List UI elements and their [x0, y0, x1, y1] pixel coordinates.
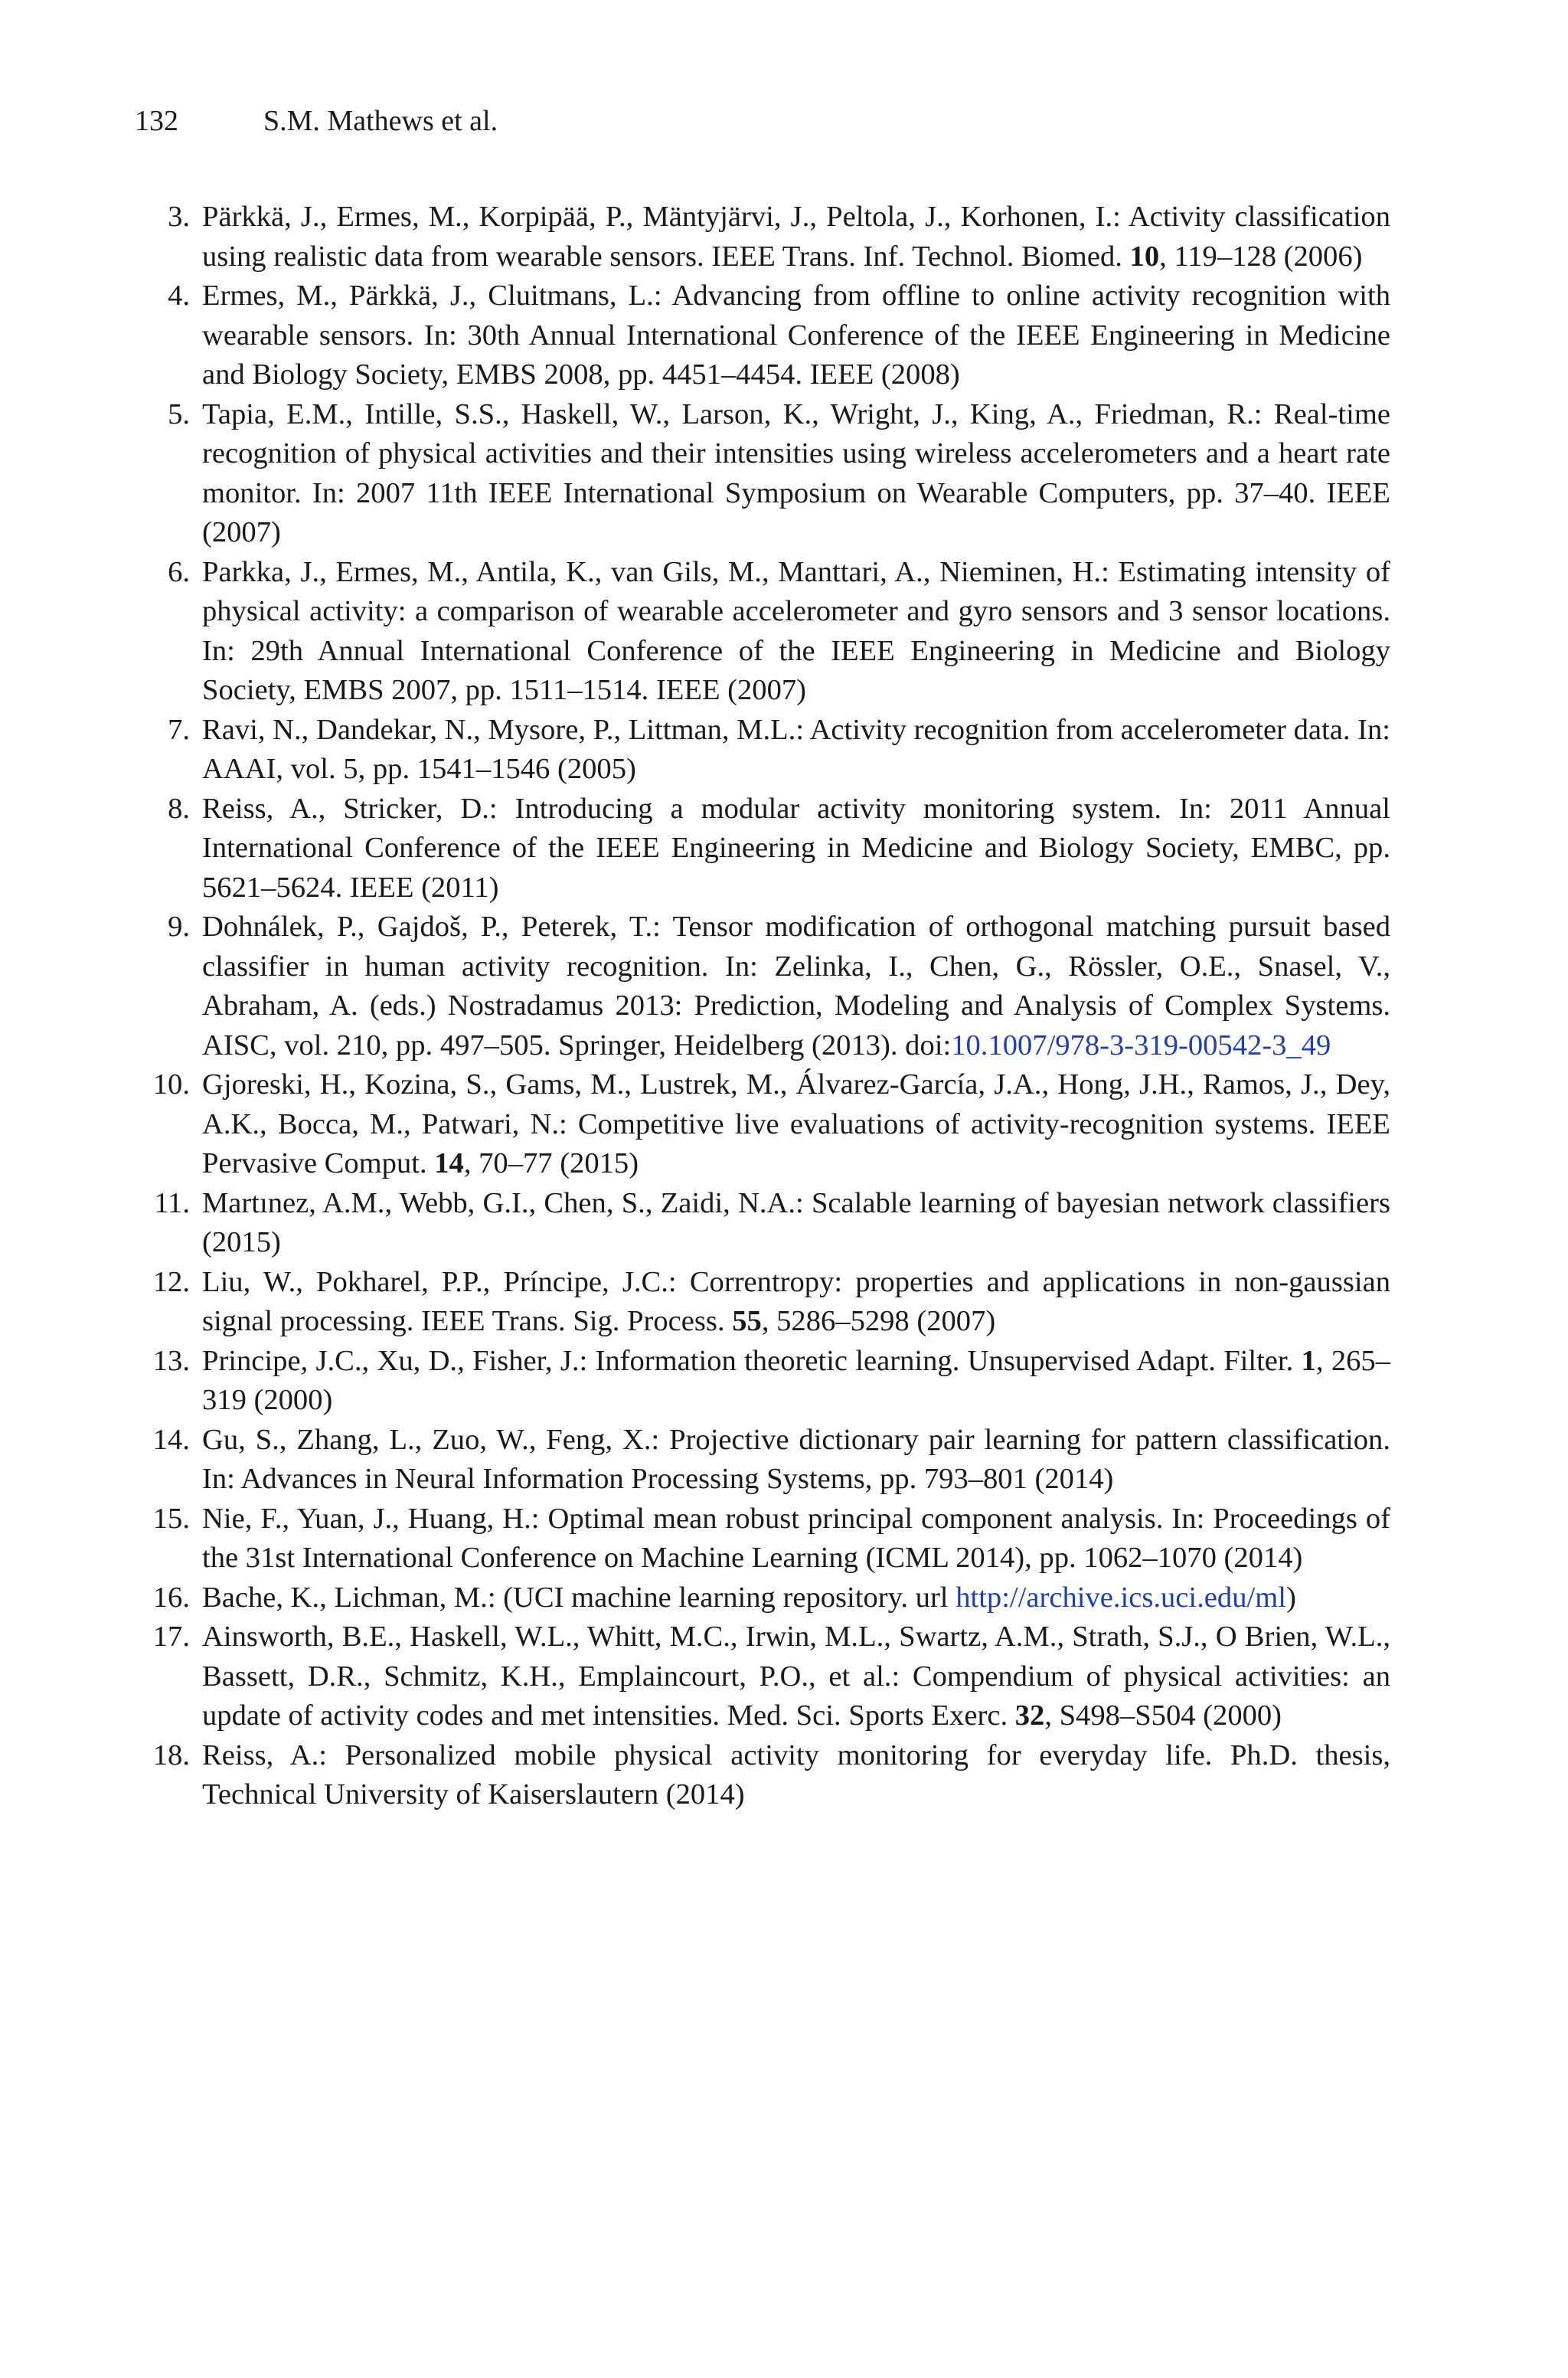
reference-volume: 55 — [732, 1305, 762, 1337]
doi-link[interactable]: 10.1007/978-3-319-00542-3_49 — [951, 1029, 1331, 1061]
reference-text-end: ) — [1285, 1581, 1296, 1614]
reference-volume: 32 — [1014, 1699, 1045, 1732]
reference-item — [135, 395, 1390, 553]
reference-item — [135, 1065, 1390, 1184]
reference-number: 10. — [152, 1068, 190, 1101]
running-title: S.M. Mathews et al. — [263, 105, 498, 137]
reference-number: 9. — [168, 911, 190, 943]
reference-text: Nie, F., Yuan, J., Huang, H.: Optimal mean robust principal component analysis. In: Proceedings of the 31st International Conference on Machine Learning (ICML 2014), pp. 1062–1070 (2014) — [202, 1502, 1390, 1574]
reference-item — [135, 1500, 1390, 1578]
reference-text: Tapia, E.M., Intille, S.S., Haskell, W., Larson, K., Wright, J., King, A., Friedman, R.: Real-time recognition of physical activities and their intensities using wireless accelerometers and a heart rate monitor. In: 2007 11th IEEE International Symposium on Wearable Computers, pp. 37–40. IEEE (2007) — [202, 397, 1390, 548]
reference-item — [135, 1578, 1390, 1618]
reference-item — [135, 198, 1390, 276]
reference-item — [135, 1184, 1390, 1263]
reference-text: Principe, J.C., Xu, D., Fisher, J.: Information theoretic learning. Unsupervised Adapt. Filter. — [202, 1344, 1302, 1377]
reference-volume: 1 — [1301, 1344, 1316, 1377]
reference-item — [135, 1263, 1390, 1342]
page-number: 132 — [135, 105, 178, 137]
reference-item — [135, 908, 1390, 1065]
reference-text: Parkka, J., Ermes, M., Antila, K., van Gils, M., Manttari, A., Nieminen, H.: Estimating intensity of physical activity: a comparison of wearable accelerometer and gyro sensors and 3 sensor locations. In: 29th Annual International Conference of the IEEE Engineering in Medicine and Biology Society, EMBS 2007, pp. 1511–1514. IEEE (2007) — [202, 555, 1390, 706]
reference-text: Bache, K., Lichman, M.: (UCI machine learning repository. url — [202, 1581, 956, 1614]
reference-number: 13. — [152, 1344, 190, 1377]
reference-text: Gu, S., Zhang, L., Zuo, W., Feng, X.: Projective dictionary pair learning for pattern classification. In: Advances in Neural Information Processing Systems, pp. 793–801 (2014) — [202, 1423, 1390, 1495]
reference-pages: , 119–128 (2006) — [1159, 240, 1363, 273]
reference-number: 16. — [152, 1581, 190, 1614]
reference-text: Ermes, M., Pärkkä, J., Cluitmans, L.: Advancing from offline to online activity recognition with wearable sensors. In: 30th Annual International Conference of the IEEE Engineering in Medicine and Biology Society, EMBS 2008, pp. 4451–4454. IEEE (2008) — [202, 280, 1390, 391]
reference-pages: , 5286–5298 (2007) — [761, 1305, 996, 1337]
reference-text: Reiss, A.: Personalized mobile physical activity monitoring for everyday life. Ph.D. thesis, Technical University of Kaiserslautern (2014) — [202, 1739, 1390, 1810]
reference-number: 11. — [154, 1186, 190, 1219]
reference-item — [135, 1421, 1390, 1500]
reference-text: Dohnálek, P., Gajdoš, P., Peterek, T.: Tensor modification of orthogonal matching pursuit based classifier in human activity recognition. In: Zelinka, I., Chen, G., Rössler, O.E., Snasel, V., Abraham, A. (eds.) Nostradamus 2013: Prediction, Modeling and Analysis of Complex Systems. AISC, vol. 210, pp. 497–505. Springer, Heidelberg (2013). doi: — [202, 911, 1390, 1061]
reference-number: 14. — [152, 1423, 190, 1456]
reference-item — [135, 276, 1390, 395]
reference-text: Reiss, A., Stricker, D.: Introducing a modular activity monitoring system. In: 2011 Annual International Conference of the IEEE Engineering in Medicine and Biology Society, EMBC, pp. 5621–5624. IEEE (2011) — [202, 792, 1390, 904]
reference-number: 15. — [152, 1502, 190, 1535]
url-link[interactable]: http://archive.ics.uci.edu/ml — [956, 1581, 1286, 1614]
reference-number: 17. — [152, 1621, 190, 1653]
reference-item — [135, 1617, 1390, 1736]
reference-volume: 10 — [1129, 240, 1160, 273]
reference-pages: , 70–77 (2015) — [463, 1147, 639, 1179]
reference-text: Liu, W., Pokharel, P.P., Príncipe, J.C.: Correntropy: properties and applications in non-gaussian signal processing. IEEE Trans. Sig. Process. — [202, 1265, 1390, 1337]
reference-number: 7. — [168, 713, 190, 746]
reference-item — [135, 1342, 1390, 1421]
reference-text: Gjoreski, H., Kozina, S., Gams, M., Lustrek, M., Álvarez-García, J.A., Hong, J.H., Ramos, J., Dey, A.K., Bocca, M., Patwari, N.: Competitive live evaluations of activity-recognition systems. IEEE Pervasive Comput. — [202, 1068, 1390, 1179]
reference-pages: , S498–S504 (2000) — [1044, 1699, 1282, 1732]
reference-number: 5. — [168, 397, 190, 430]
reference-number: 6. — [168, 555, 190, 588]
reference-item — [135, 711, 1390, 790]
reference-volume: 14 — [434, 1147, 464, 1179]
running-header — [135, 101, 498, 141]
reference-text: Ainsworth, B.E., Haskell, W.L., Whitt, M.C., Irwin, M.L., Swartz, A.M., Strath, S.J., O Brien, W.L., Bassett, D.R., Schmitz, K.H., Emplaincourt, P.O., et al.: Compendium of physical activities: an update of activity codes and met intensities. Med. Sci. Sports Exerc. — [202, 1621, 1390, 1732]
reference-number: 12. — [152, 1265, 190, 1298]
reference-text: Pärkkä, J., Ermes, M., Korpipää, P., Mäntyjärvi, J., Peltola, J., Korhonen, I.: Activity classification using realistic data from wearable sensors. IEEE Trans. Inf. Technol. Biomed. — [202, 201, 1390, 273]
reference-number: 8. — [168, 792, 190, 825]
reference-number: 18. — [152, 1739, 190, 1771]
reference-text: Martınez, A.M., Webb, G.I., Chen, S., Zaidi, N.A.: Scalable learning of bayesian network classifiers (2015) — [202, 1186, 1390, 1258]
reference-pages: , 265–319 (2000) — [202, 1344, 1390, 1416]
reference-list — [135, 198, 1390, 1815]
reference-text: Ravi, N., Dandekar, N., Mysore, P., Littman, M.L.: Activity recognition from accelerometer data. In: AAAI, vol. 5, pp. 1541–1546 (2005) — [202, 713, 1390, 785]
reference-item — [135, 553, 1390, 711]
reference-item — [135, 790, 1390, 908]
reference-number: 3. — [168, 201, 190, 233]
reference-item — [135, 1736, 1390, 1815]
reference-number: 4. — [168, 280, 190, 312]
